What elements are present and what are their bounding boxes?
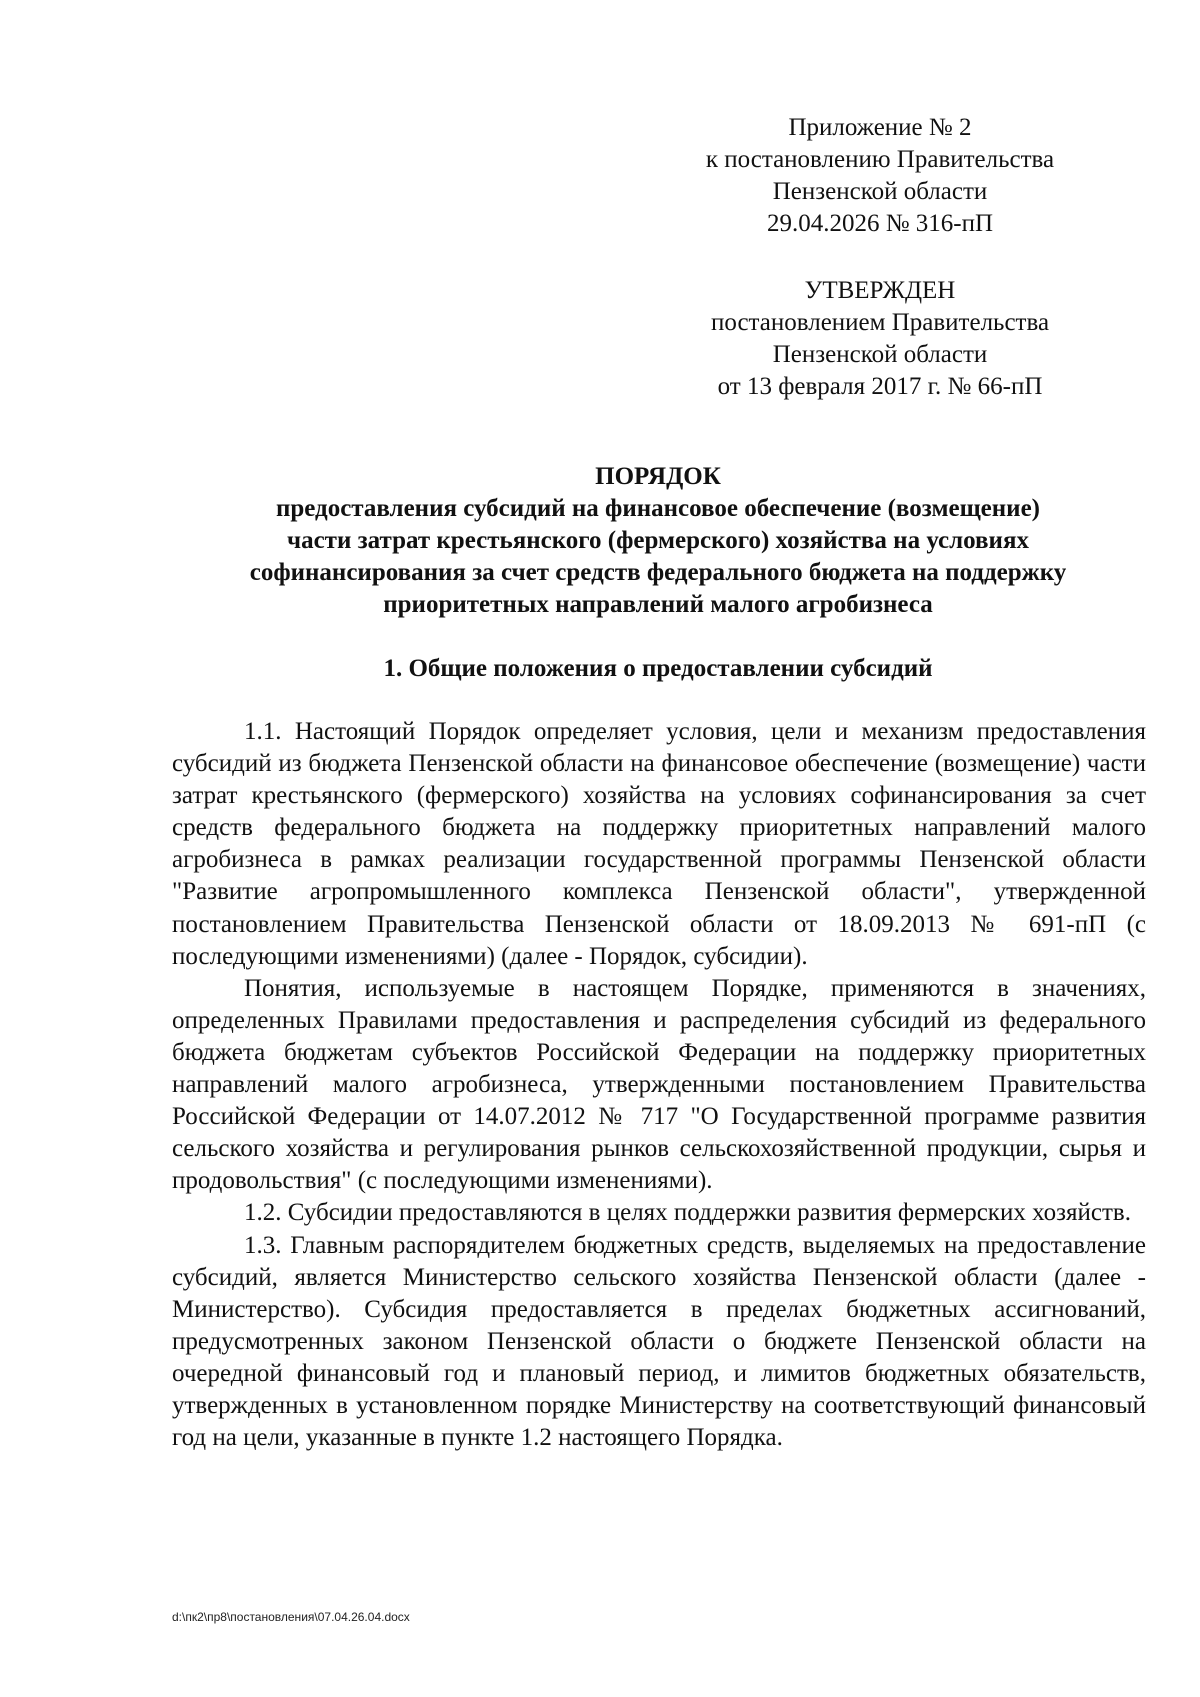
paragraph-1-2: 1.2. Субсидии предоставляются в целях поддержки развития фермерских хозяйств.	[244, 1199, 1131, 1227]
appendix-date-number: 29.04.2026 № 316-пП	[766, 210, 994, 237]
paragraph-1-1: 1.1. Настоящий Порядок определяет условия, цели и механизм предоставления субсидий из бюджета Пензенской области на финансовое обеспечение (возмещение) части затрат крестьянского (фермерского) хозяйства на условиях софинансирования за счет средств федерального бюджета на поддержку приоритетных направлений малого агробизнеса в рамках реализации государственной программы Пензенской области "Развитие агропромышленного комплекса Пензенской области", утвержденной постановлением Правительства Пензенской области от 18.09.2013 № 691-пП (с последующими изменениями) (далее - Порядок, субсидии).	[172, 718, 1146, 970]
section-body	[172, 716, 1146, 1454]
title-line-5: приоритетных направлений малого агробизнеса	[383, 591, 933, 618]
title-line-4: софинансирования за счет средств федерального бюджета на поддержку	[249, 559, 1067, 586]
approval-date-number: от 13 февраля 2017 г. № 66-пП	[717, 373, 1043, 400]
paragraph-definitions: Понятия, используемые в настоящем Порядке, применяются в значениях, определенных Правилами предоставления и распределения субсидий из федерального бюджета бюджетам субъектов Российской Федерации на поддержку приоритетных направлений малого агробизнеса, утвержденными постановлением Правительства Российской Федерации от 14.07.2012 № 717 "О Государственной программе развития сельского хозяйства и регулирования рынков сельскохозяйственной продукции, сырья и продовольствия" (с последующими изменениями).	[172, 974, 1146, 1195]
document-title	[170, 461, 1146, 621]
appendix-region: Пензенской области	[772, 178, 988, 205]
title-line-2: предоставления субсидий на финансовое обеспечение (возмещение)	[275, 495, 1041, 522]
approval-heading: УТВЕРЖДЕН	[804, 277, 956, 304]
paragraph-1-3: 1.3. Главным распорядителем бюджетных средств, выделяемых на предоставление субсидий, является Министерство сельского хозяйства Пензенской области (далее - Министерство). Субсидия предоставляется в пределах бюджетных ассигнований, предусмотренных законом Пензенской области о бюджете Пензенской области на очередной финансовый год и плановый период, и лимитов бюджетных обязательств, утвержденных в установленном порядке Министерству на соответствующий финансовый год на цели, указанные в пункте 1.2 настоящего Порядка.	[172, 1231, 1146, 1452]
approval-region: Пензенской области	[772, 341, 988, 368]
footer-file-path: d:\пк2\пр8\постановления\07.04.26.04.docx	[172, 1610, 410, 1624]
approval-block	[655, 275, 1105, 403]
title-line-1: ПОРЯДОК	[595, 463, 721, 490]
appendix-number: Приложение № 2	[788, 114, 972, 141]
section-heading: 1. Общие положения о предоставлении субсидий	[383, 655, 933, 682]
approval-reference: постановлением Правительства	[710, 309, 1050, 336]
appendix-block	[655, 112, 1105, 240]
title-line-3: части затрат крестьянского (фермерского) хозяйства на условиях	[286, 527, 1029, 554]
appendix-reference: к постановлению Правительства	[705, 146, 1055, 173]
